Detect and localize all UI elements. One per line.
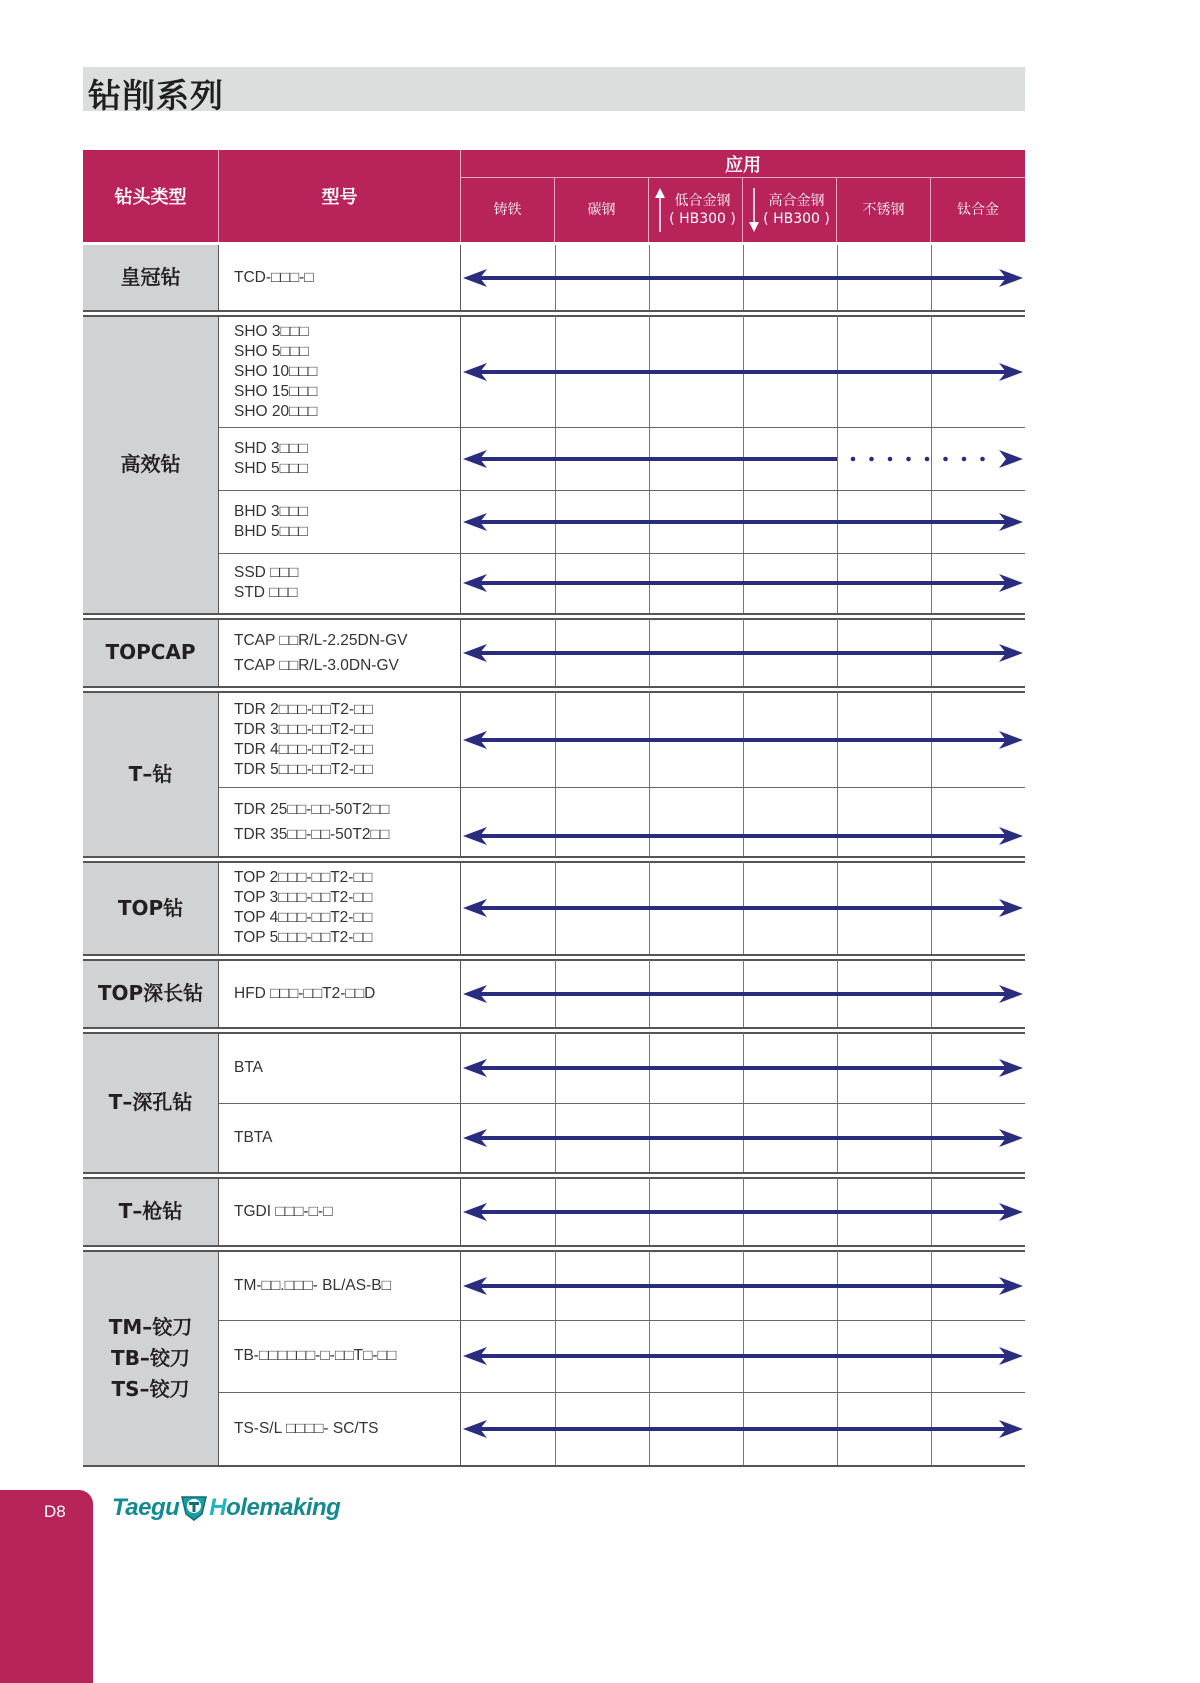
model-code: TDR 4□□□-□□T2-□□ — [234, 740, 373, 758]
application-cell — [461, 1320, 1025, 1392]
row-divider — [219, 1103, 1025, 1104]
high-alloy-label: 高合金钢 — [768, 193, 825, 209]
header-material-low-alloy — [649, 178, 743, 242]
model-code: TDR 2□□□-□□T2-□□ — [234, 700, 373, 718]
model-code: SSD □□□ — [234, 564, 299, 581]
range-arrow-icon — [461, 641, 1025, 665]
model-code: TOP 4□□□-□□T2-□□ — [234, 909, 373, 926]
low-alloy-hb: ( HB300 ) — [669, 211, 736, 227]
range-arrow-icon — [461, 1274, 1025, 1298]
header-material-high-alloy — [743, 178, 837, 242]
model-cell — [219, 692, 461, 787]
group-divider — [83, 686, 1025, 688]
drill-type-cell — [83, 245, 219, 310]
application-cell — [461, 245, 1025, 310]
drill-type-name: TOPCAP — [105, 640, 196, 664]
model-cell — [219, 862, 461, 954]
row-divider — [219, 1320, 1025, 1321]
header-material-carbon-steel: 碳钢 — [555, 178, 649, 242]
model-code: TM-□□.□□□- BL/AS-B□ — [234, 1276, 391, 1294]
brand-text-olemaking: olemaking — [226, 1494, 341, 1521]
model-cell — [219, 1320, 461, 1392]
brand-text-h: H — [209, 1494, 227, 1521]
model-code: SHO 20□□□ — [234, 402, 318, 420]
drill-type-cell — [83, 316, 219, 613]
group-divider — [83, 1465, 1025, 1467]
model-cell — [219, 490, 461, 553]
application-cell — [461, 692, 1025, 787]
model-code: TDR 3□□□-□□T2-□□ — [234, 720, 373, 738]
arrow-up-icon — [655, 188, 665, 232]
model-code: TCAP □□R/L-2.25DN-GV — [234, 631, 408, 649]
range-arrow-icon — [461, 1344, 1025, 1368]
model-cell — [219, 1033, 461, 1103]
brand-text-taegu: Taegu — [112, 1494, 180, 1521]
model-code: BTA — [234, 1059, 263, 1076]
application-cell — [461, 427, 1025, 490]
drill-type-name: TOP深长钻 — [97, 981, 204, 1005]
group-divider — [83, 1172, 1025, 1174]
model-code: SHO 15□□□ — [234, 382, 318, 400]
range-arrow-icon — [461, 1126, 1025, 1150]
model-code: TBTA — [234, 1128, 273, 1146]
model-code: TDR 25□□-□□-50T2□□ — [234, 800, 390, 818]
title-bar — [83, 67, 1025, 115]
header-material-cast-iron: 铸铁 — [461, 178, 555, 242]
application-cell — [461, 1033, 1025, 1103]
application-cell — [461, 1103, 1025, 1172]
drill-type-name-line: TB–铰刀 — [111, 1345, 190, 1370]
group-divider — [83, 613, 1025, 615]
model-code: TCD-□□□-□ — [234, 268, 314, 286]
model-code: SHO 10□□□ — [234, 362, 318, 380]
drill-type-name-line: TS–铰刀 — [111, 1376, 190, 1401]
drill-type-name: 皇冠钻 — [120, 265, 181, 289]
row-divider — [219, 1392, 1025, 1393]
model-cell — [219, 1178, 461, 1245]
drill-type-name: TOP钻 — [117, 895, 184, 920]
group-divider — [83, 310, 1025, 312]
model-code: SHD 3□□□ — [234, 439, 308, 457]
model-code: TB-□□□□□□-□-□□T□-□□ — [234, 1347, 397, 1364]
application-cell — [461, 490, 1025, 553]
drill-type-name-line: TM–铰刀 — [108, 1314, 193, 1339]
application-cell — [461, 619, 1025, 686]
model-cell — [219, 1392, 461, 1465]
model-cell — [219, 960, 461, 1027]
model-code: SHO 3□□□ — [234, 322, 309, 340]
application-cell — [461, 862, 1025, 954]
range-arrow-icon — [461, 571, 1025, 595]
row-divider — [219, 427, 1025, 428]
drill-type-cell — [83, 1251, 219, 1465]
header-material-titanium: 钛合金 — [931, 178, 1025, 242]
page-number: D8 — [44, 1502, 66, 1521]
drill-type-name: T–深孔钻 — [108, 1090, 193, 1114]
drill-type-name — [109, 1312, 193, 1405]
model-code: TDR 35□□-□□-50T2□□ — [234, 825, 390, 843]
model-cell — [219, 619, 461, 686]
low-alloy-label: 低合金钢 — [674, 193, 731, 209]
model-cell — [219, 787, 461, 856]
drill-type-name: 高效钻 — [120, 452, 181, 476]
drill-type-cell — [83, 619, 219, 686]
model-code: TOP 5□□□-□□T2-□□ — [234, 929, 373, 946]
header-drill-type: 钻头类型 — [83, 150, 219, 242]
application-cell — [461, 1251, 1025, 1320]
drill-type-cell — [83, 960, 219, 1027]
model-cell — [219, 427, 461, 490]
model-code: BHD 5□□□ — [234, 522, 308, 540]
drill-type-name: T–钻 — [128, 761, 173, 786]
range-arrow-icon — [461, 1200, 1025, 1224]
range-arrow-icon — [461, 360, 1025, 384]
taegu-shield-icon — [180, 1494, 208, 1522]
page-title: 钻削系列 — [88, 76, 224, 115]
drill-type-cell — [83, 862, 219, 954]
application-cell — [461, 1178, 1025, 1245]
partial-range-arrow-icon — [461, 447, 1025, 471]
model-code: SHD 5□□□ — [234, 459, 308, 477]
row-divider — [219, 553, 1025, 554]
range-arrow-icon — [461, 982, 1025, 1006]
group-divider — [83, 1027, 1025, 1029]
application-cell — [461, 553, 1025, 613]
header-application: 应用 — [461, 150, 1025, 178]
brand-logo — [112, 1494, 340, 1522]
range-arrow-icon — [461, 510, 1025, 534]
model-code: TGDI □□□-□-□ — [234, 1202, 333, 1220]
model-cell — [219, 1251, 461, 1320]
arrow-down-icon — [749, 188, 759, 232]
row-divider — [219, 490, 1025, 491]
model-code: TS-S/L □□□□- SC/TS — [234, 1419, 379, 1437]
range-arrow-icon — [461, 1056, 1025, 1080]
header-material-stainless: 不锈钢 — [837, 178, 931, 242]
header-model: 型号 — [219, 150, 461, 242]
application-cell — [461, 1392, 1025, 1465]
range-arrow-icon — [461, 896, 1025, 920]
group-divider — [83, 1245, 1025, 1247]
model-code: TOP 2□□□-□□T2-□□ — [234, 869, 373, 886]
range-arrow-icon — [461, 266, 1025, 290]
model-cell — [219, 1103, 461, 1172]
model-code: TOP 3□□□-□□T2-□□ — [234, 889, 373, 906]
group-divider — [83, 856, 1025, 858]
model-code: TCAP □□R/L-3.0DN-GV — [234, 656, 399, 674]
range-arrow-icon — [461, 1417, 1025, 1441]
application-cell — [461, 787, 1025, 856]
row-divider — [219, 787, 1025, 788]
application-cell — [461, 316, 1025, 427]
application-cell — [461, 960, 1025, 1027]
range-arrow-icon — [461, 728, 1025, 752]
drill-type-cell — [83, 692, 219, 856]
group-divider — [83, 954, 1025, 956]
range-arrow-icon — [461, 824, 1025, 848]
model-cell — [219, 553, 461, 613]
model-code: STD □□□ — [234, 584, 298, 601]
high-alloy-hb: ( HB300 ) — [763, 211, 830, 227]
model-code: HFD □□□-□□T2-□□D — [234, 984, 376, 1002]
model-cell — [219, 316, 461, 427]
model-code: TDR 5□□□-□□T2-□□ — [234, 760, 373, 778]
drill-type-cell — [83, 1178, 219, 1245]
model-code: SHO 5□□□ — [234, 342, 309, 360]
model-code: BHD 3□□□ — [234, 502, 308, 520]
drill-type-cell — [83, 1033, 219, 1172]
drill-type-name: T–枪钻 — [118, 1199, 183, 1223]
model-cell — [219, 245, 461, 310]
